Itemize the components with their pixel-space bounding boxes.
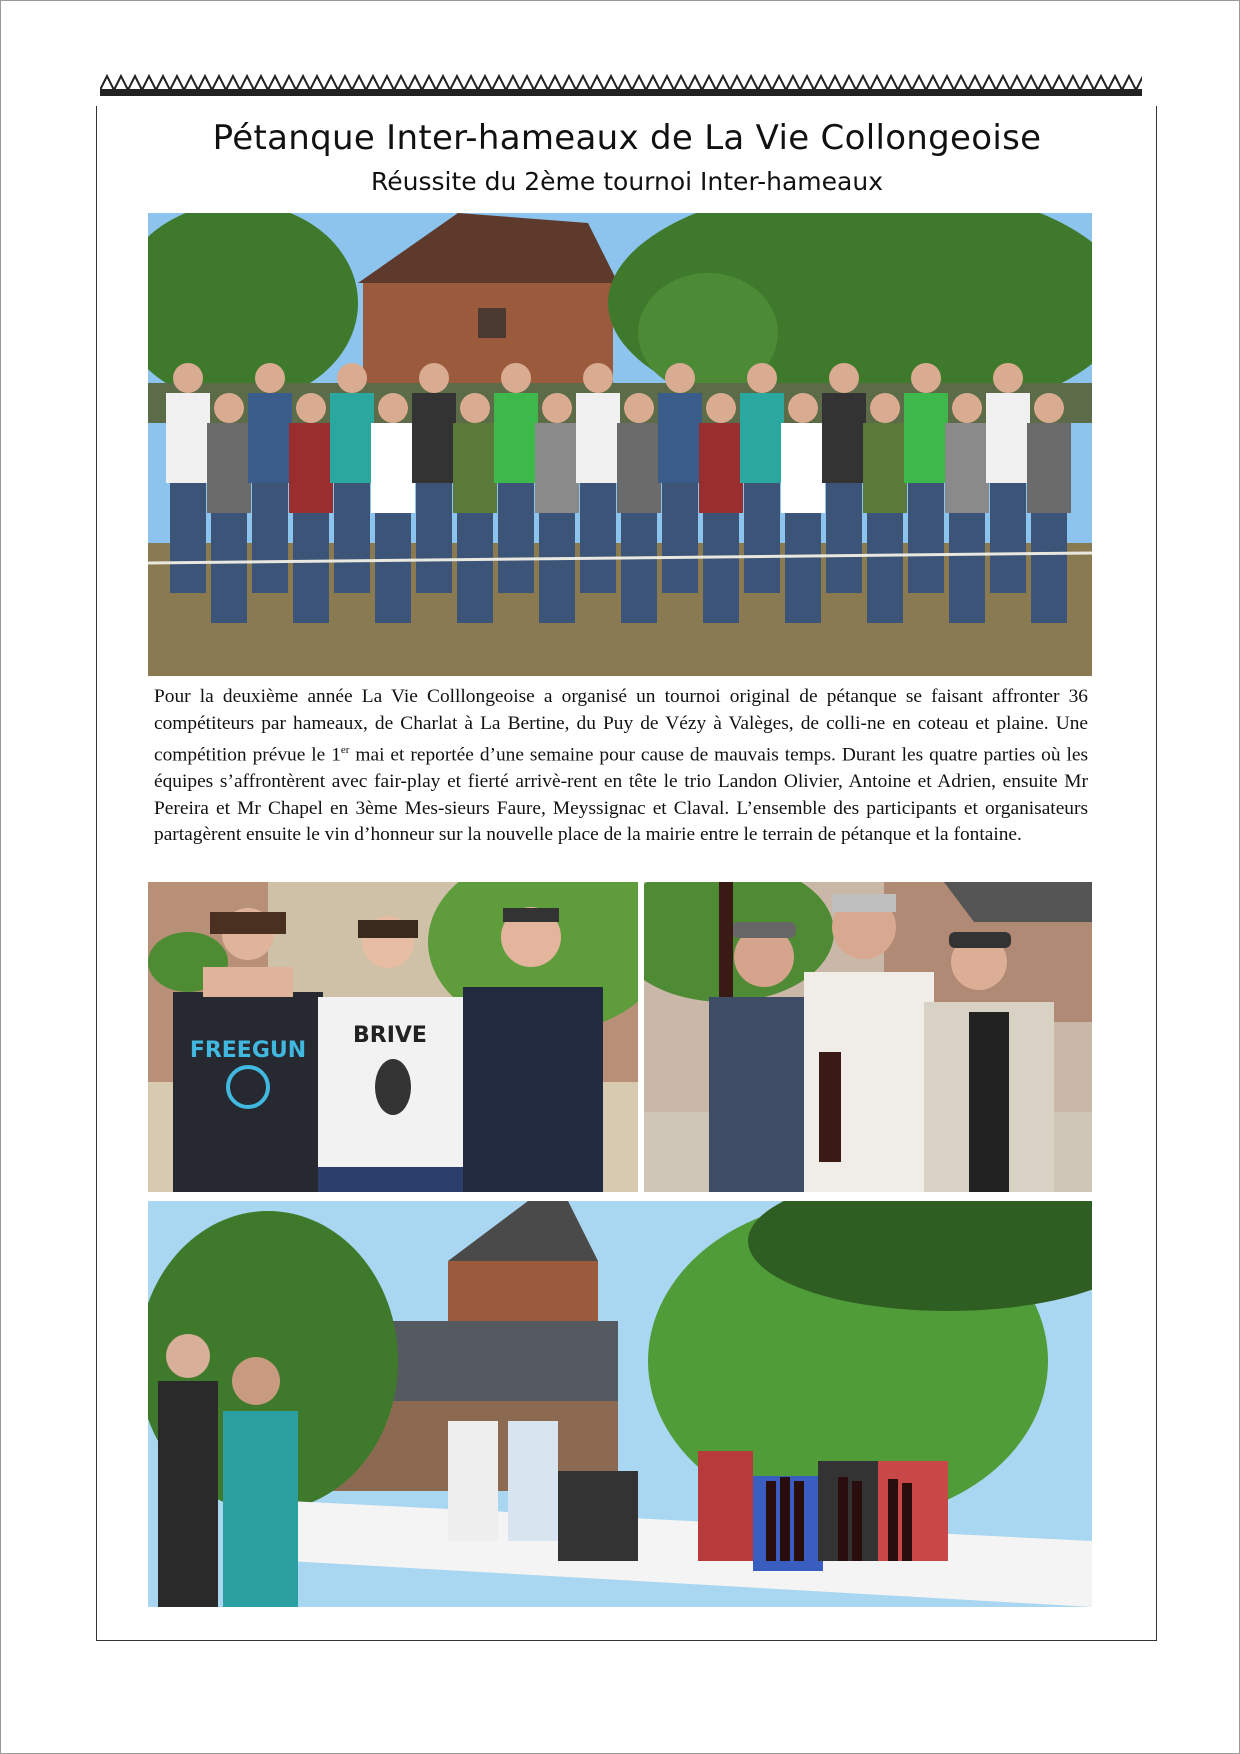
shirt-text-freegun: FREEGUN	[189, 1038, 307, 1063]
winners-senior-photo	[644, 882, 1092, 1192]
group-photo	[148, 213, 1092, 676]
reception-photo	[148, 1201, 1092, 1607]
decorative-zigzag-border	[100, 74, 1142, 96]
article-title: Pétanque Inter-hameaux de La Vie Collongeoise	[212, 118, 1042, 158]
article-body: Pour la deuxième année La Vie Colllongeoise a organisé un tournoi original de pétanque se faisant affronter 36 compétiteurs par hameaux, de Charlat à La Bertine, du Puy de Vézy à Valèges, de colli-ne en coteau et plaine. Une compétition prévue le 1er mai et reportée d’une semaine pour cause de mauvais temps. Durant les quatre parties où les équipes s’affrontèrent avec fair-play et fierté arrivè-rent en tête le trio Landon Olivier, Antoine et Adrien, ensuite Mr Pereira et Mr Chapel en 3ème Mes-sieurs Faure, Meyssignac et Claval. L’ensemble des participants et organisateurs partagèrent ensuite le vin d’honneur sur la nouvelle place de la mairie entre le terrain de pétanque et la fontaine.	[154, 686, 1089, 846]
article-subtitle: Réussite du 2ème tournoi Inter-hameaux	[371, 167, 883, 196]
shirt-text-brive: BRIVE	[353, 1023, 427, 1048]
winners-young-photo	[148, 882, 638, 1192]
